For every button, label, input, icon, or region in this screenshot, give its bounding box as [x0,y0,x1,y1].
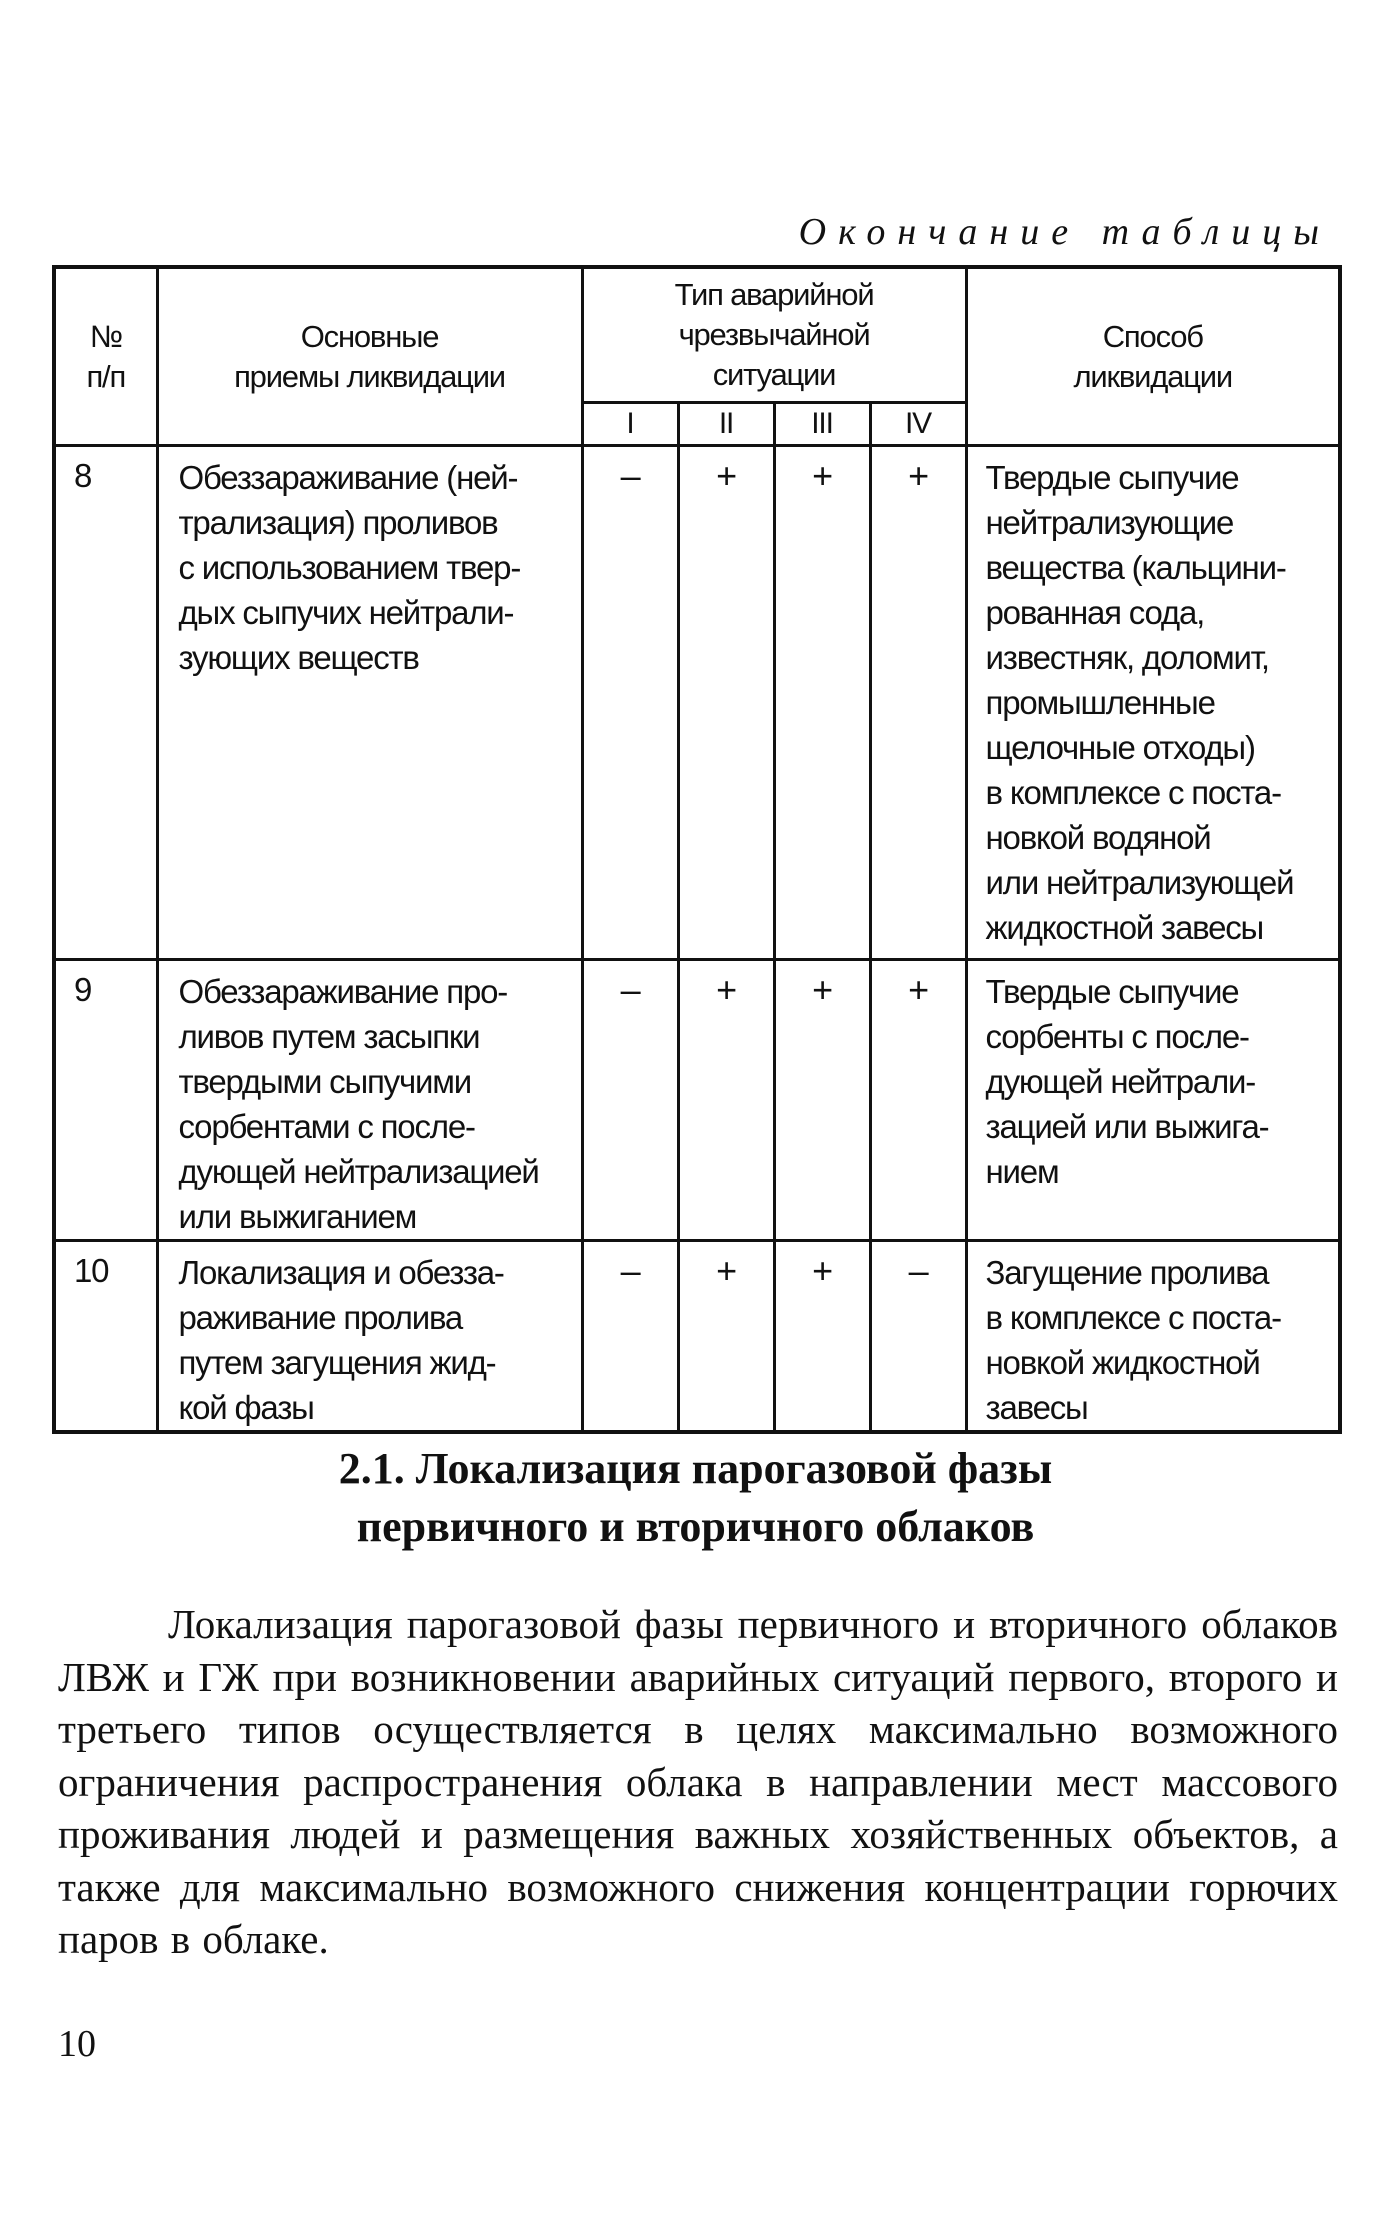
header-type-1: I [582,403,678,446]
header-methods: Основные приемы ликвидации [157,267,582,446]
header-num: № п/п [54,267,157,446]
row-mark-3: + [774,446,870,960]
row-way: Твердые сыпучие сорбенты с после- дующей нейтрали- зацией или выжига- нием [966,960,1340,1241]
row-way: Твердые сыпучие нейтрализующие вещества (кальцини- рованная сода, известняк, доломит, промышленные щелочные отходы) в комплексе с поста- новкой водяной или нейтрализующей жидкостной завесы [966,446,1340,960]
row-mark-3: + [774,1241,870,1433]
liquidation-table [52,265,1342,1434]
row-mark-4: + [870,960,966,1241]
header-type: Тип аварийной чрезвычайной ситуации [582,267,966,403]
row-number: 9 [54,960,157,1241]
continuation-label: Окончание таблицы [798,211,1331,253]
row-method: Локализация и обезза- раживание пролива путем загущения жид- кой фазы [157,1241,582,1433]
page-number: 10 [58,2023,96,2065]
header-type-3: III [774,403,870,446]
section-title-line2: первичного и вторичного облаков [356,1502,1035,1551]
row-mark-4: – [870,1241,966,1433]
row-number: 10 [54,1241,157,1433]
header-way: Способ ликвидации [966,267,1340,446]
row-way: Загущение пролива в комплексе с поста- новкой жидкостной завесы [966,1241,1340,1433]
row-number: 8 [54,446,157,960]
table-row [54,1241,1340,1433]
row-mark-3: + [774,960,870,1241]
header-type-4: IV [870,403,966,446]
section-title-line1: 2.1. Локализация парогазовой фазы [338,1444,1053,1493]
row-mark-2: + [678,446,774,960]
row-mark-1: – [582,960,678,1241]
table-row [54,446,1340,960]
row-method: Обеззараживание про- ливов путем засыпки твердыми сыпучими сорбентами с после- дующей нейтрализацией или выжиганием [157,960,582,1241]
row-mark-1: – [582,1241,678,1433]
row-mark-2: + [678,1241,774,1433]
row-mark-2: + [678,960,774,1241]
section-body-text: Локализация парогазовой фазы первичного и вторичного облаков ЛВЖ и ГЖ при возникновении аварийных ситуаций первого, второго и третьего типов осуществляется в целях максимально возможного ограничения распространения облака в направлении мест массового проживания людей и размещения важных хозяйственных объектов, а также для максимально возможного снижения концентрации горючих паров в облаке. [58,1601,1338,1962]
header-type-2: II [678,403,774,446]
table-header-row [54,267,1340,403]
row-method: Обеззараживание (ней- трализация) проливов с использованием твер- дых сыпучих нейтрали- зующих веществ [157,446,582,960]
table-row [54,960,1340,1241]
row-mark-1: – [582,446,678,960]
section-title [0,1440,1391,1556]
row-mark-4: + [870,446,966,960]
section-body [58,1598,1338,1966]
